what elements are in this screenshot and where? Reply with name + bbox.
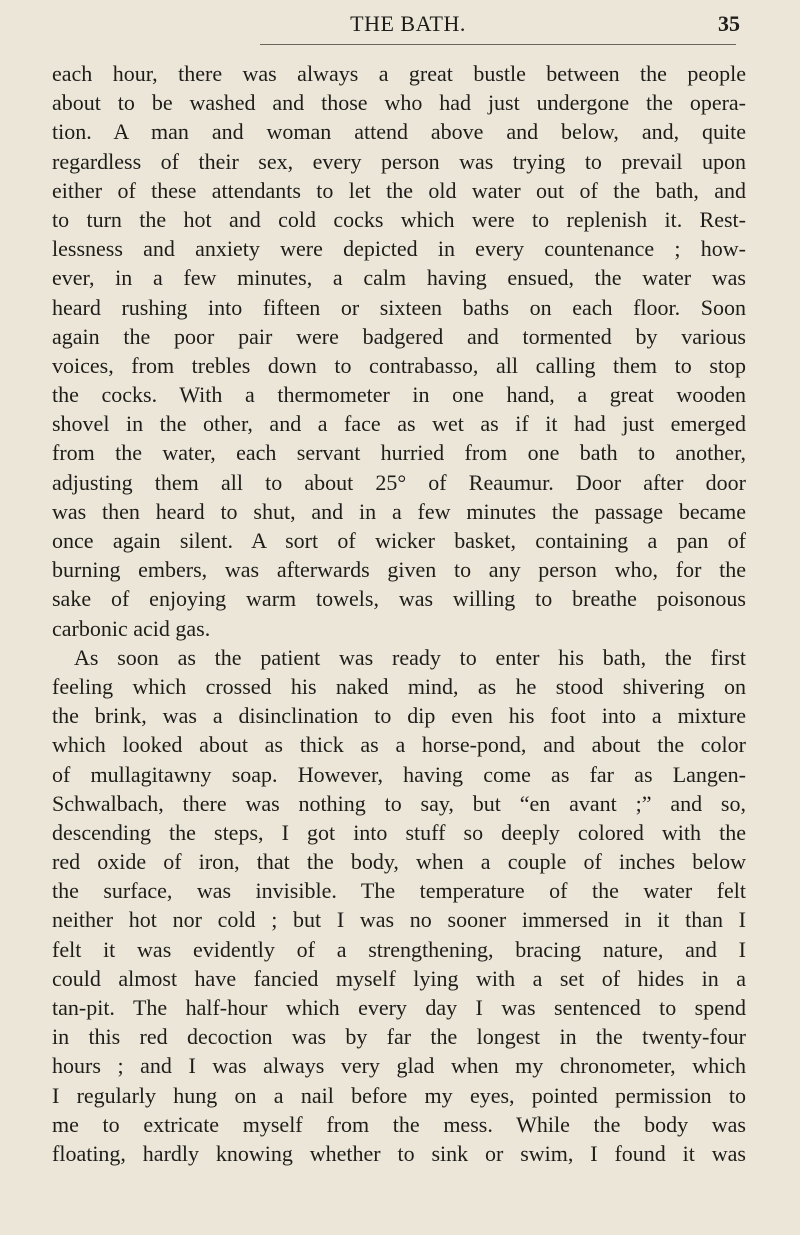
text-line: Schwalbach, there was nothing to say, but “en avant ;” and so,: [52, 790, 746, 816]
text-line: in this red decoction was by far the longest in the twenty-four: [52, 1024, 746, 1050]
text-line: hours ; and I was always very glad when my chronometer, which: [52, 1053, 746, 1079]
paragraph-end-line: carbonic acid gas.: [52, 615, 211, 641]
text-line: sake of enjoying warm towels, was willing to breathe poisonous: [52, 586, 746, 612]
text-line: again the poor pair were badgered and tormented by various: [52, 323, 746, 349]
body-text: [52, 59, 746, 1168]
text-line: once again silent. A sort of wicker basket, containing a pan of: [52, 528, 746, 553]
text-line: voices, from trebles down to contrabasso, all calling them to stop: [52, 352, 746, 378]
text-line: was then heard to shut, and in a few minutes the passage became: [52, 498, 746, 524]
text-line: I regularly hung on a nail before my eyes, pointed permission to: [52, 1082, 746, 1108]
text-line: ever, in a few minutes, a calm having ensued, the water was: [52, 265, 746, 291]
text-line: either of these attendants to let the old water out of the bath, and: [52, 177, 746, 203]
header-rule: [260, 44, 736, 45]
text-line: the cocks. With a thermometer in one hand, a great wooden: [52, 382, 746, 408]
text-line: could almost have fancied myself lying with a set of hides in a: [52, 965, 746, 991]
text-line: from the water, each servant hurried from one bath to another,: [52, 440, 746, 466]
text-line: to turn the hot and cold cocks which were to replenish it. Rest-: [52, 206, 746, 232]
text-line: adjusting them all to about 25° of Reaumur. Door after door: [52, 469, 746, 495]
text-line: the brink, was a disinclination to dip even his foot into a mixture: [52, 703, 746, 729]
chapter-title: THE BATH.: [350, 11, 466, 36]
text-line: felt it was evidently of a strengthening, bracing nature, and I: [52, 936, 746, 962]
text-line: red oxide of iron, that the body, when a couple of inches below: [52, 849, 746, 875]
text-line: floating, hardly knowing whether to sink or swim, I found it was: [52, 1140, 746, 1166]
text-line: which looked about as thick as a horse-pond, and about the color: [52, 732, 746, 758]
text-line: tion. A man and woman attend above and below, and, quite: [52, 119, 746, 145]
text-line: each hour, there was always a great bustle between the people: [52, 61, 746, 86]
text-line: heard rushing into fifteen or sixteen baths on each floor. Soon: [52, 294, 746, 320]
text-line: of mullagitawny soap. However, having come as far as Langen-: [52, 761, 746, 787]
text-line: shovel in the other, and a face as wet as if it had just emerged: [52, 411, 746, 437]
text-line: descending the steps, I got into stuff so deeply colored with the: [52, 819, 746, 845]
text-line: feeling which crossed his naked mind, as he stood shivering on: [52, 673, 746, 699]
running-head: [76, 4, 740, 44]
paragraph-start-line: As soon as the patient was ready to enter his bath, the first: [74, 644, 746, 670]
text-line: lessness and anxiety were depicted in every countenance ; how-: [52, 236, 746, 262]
text-line: regardless of their sex, every person was trying to prevail upon: [52, 148, 746, 174]
page-number: 35: [718, 11, 740, 36]
text-line: burning embers, was afterwards given to any person who, for the: [52, 557, 746, 583]
text-line: me to extricate myself from the mess. While the body was: [52, 1111, 746, 1137]
text-line: about to be washed and those who had just undergone the opera-: [52, 90, 746, 116]
text-line: the surface, was invisible. The temperature of the water felt: [52, 878, 746, 904]
text-line: neither hot nor cold ; but I was no sooner immersed in it than I: [52, 907, 746, 933]
text-line: tan-pit. The half-hour which every day I was sentenced to spend: [52, 995, 746, 1020]
